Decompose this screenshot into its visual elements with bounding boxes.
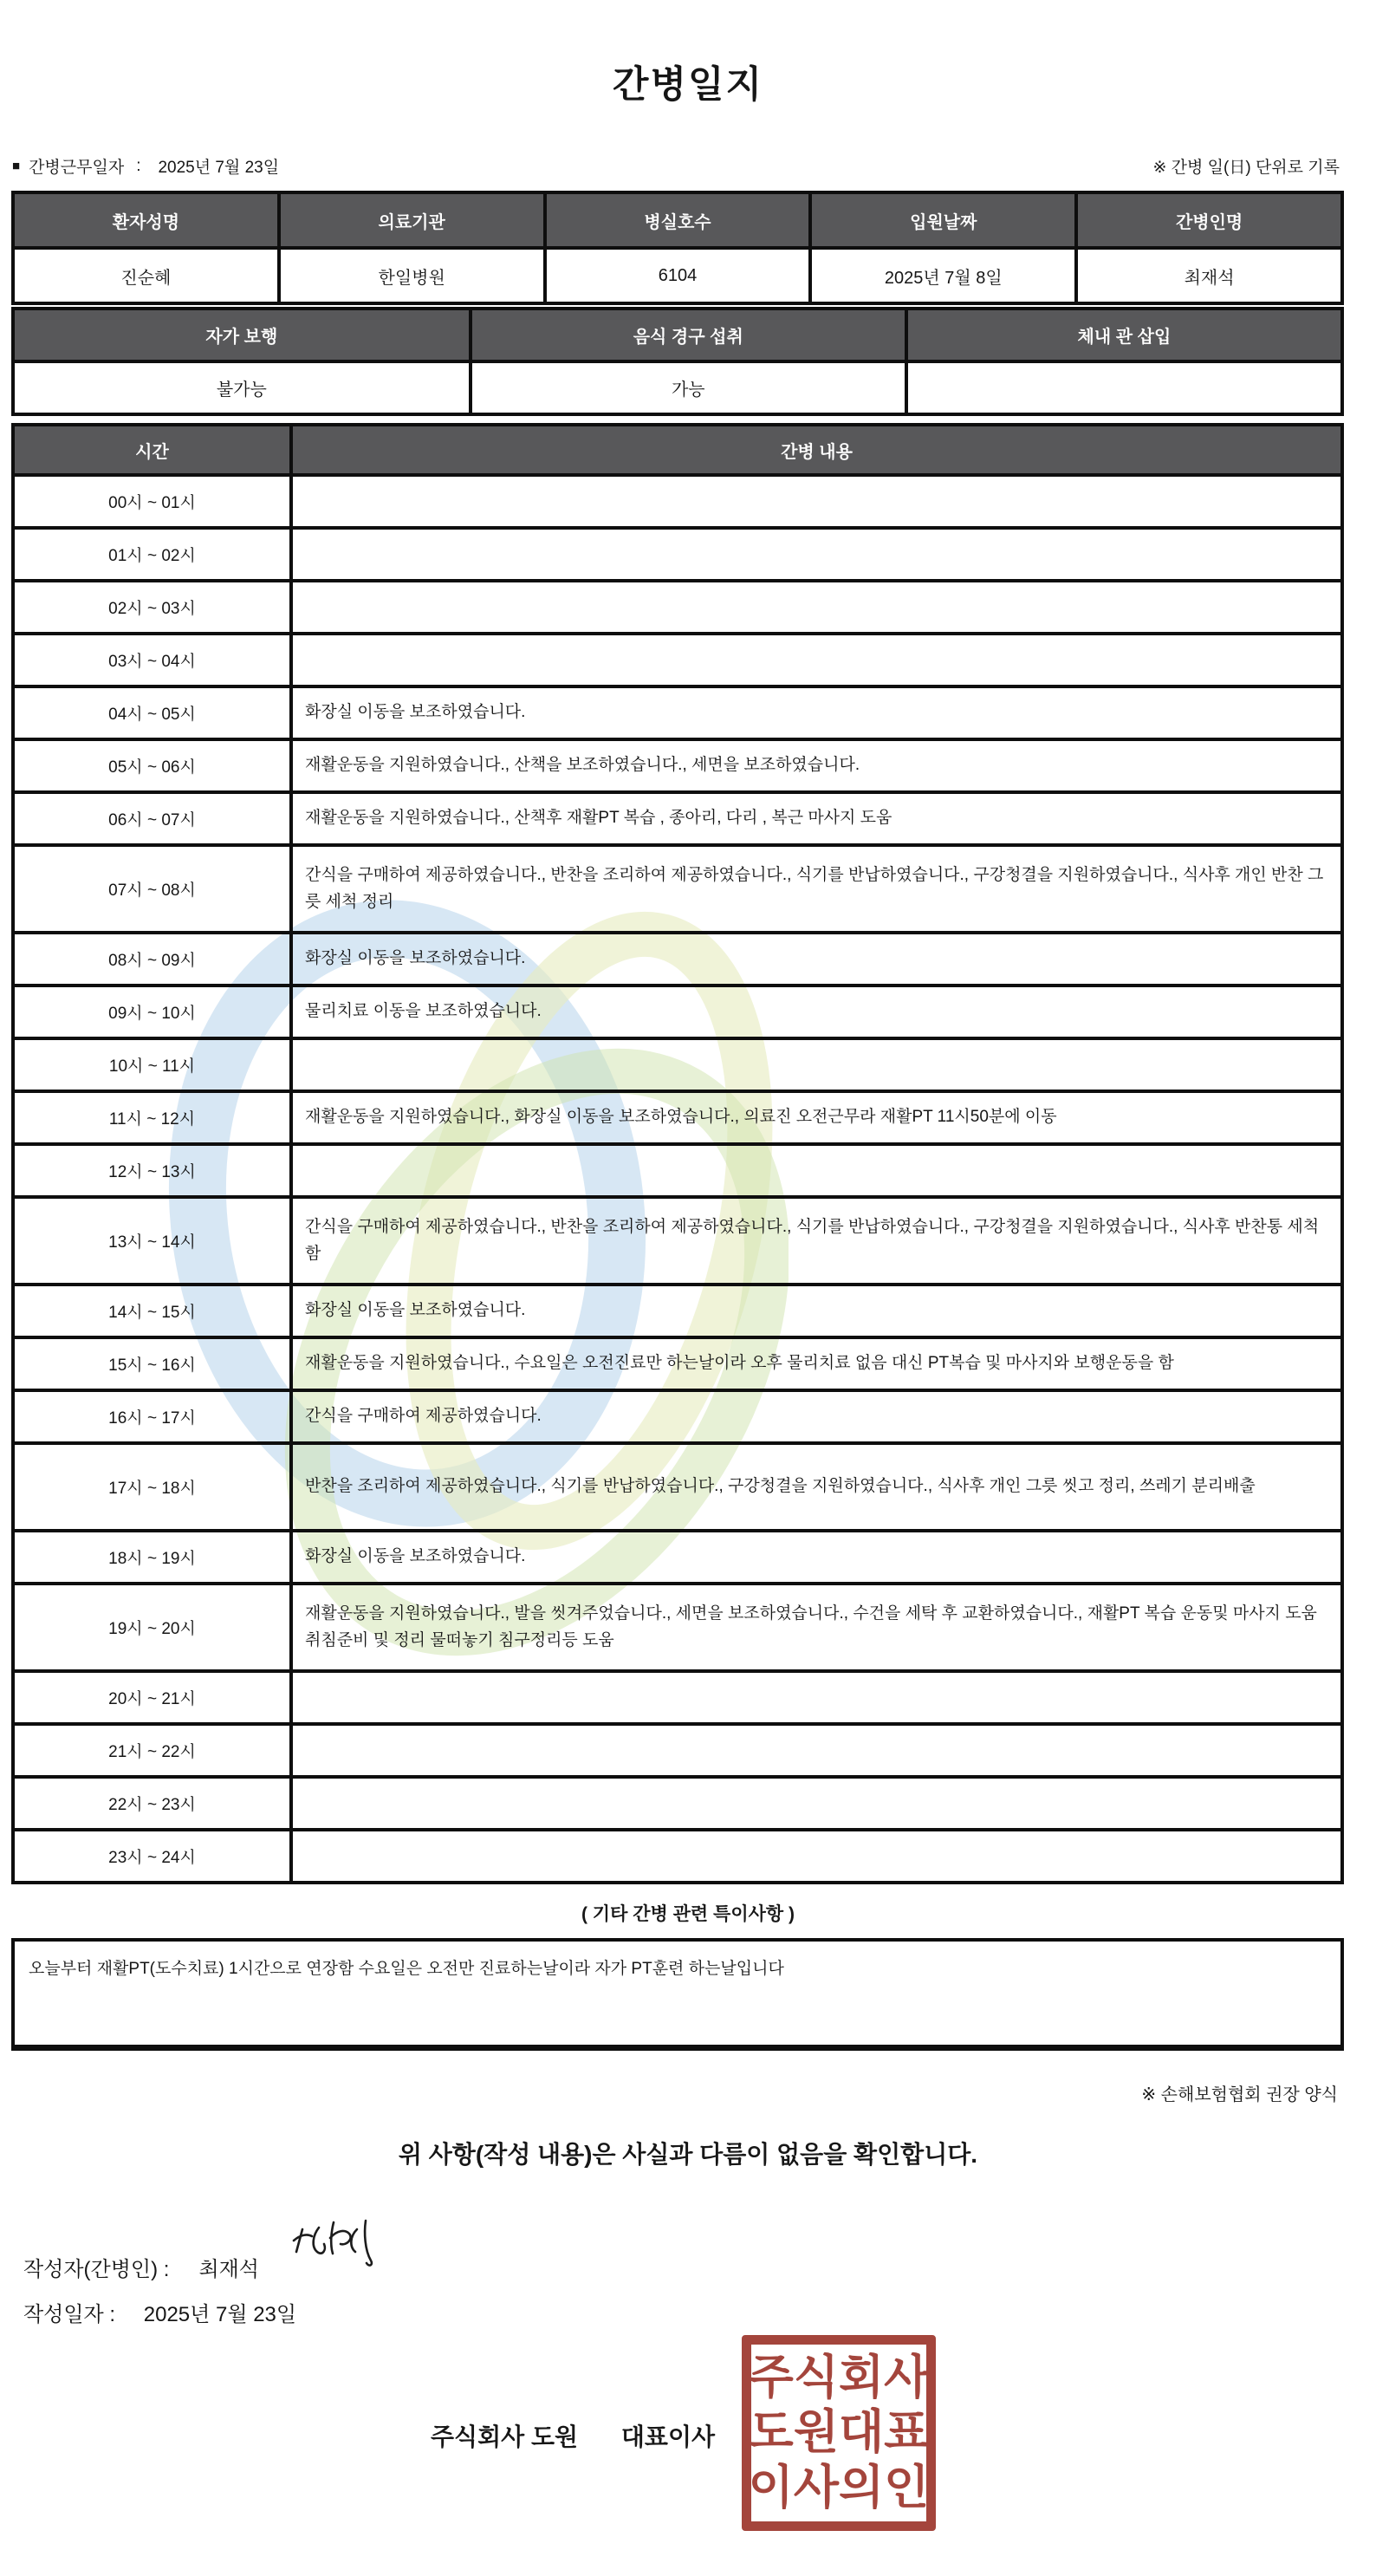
care-content: [291, 1144, 1342, 1197]
care-content: 간식을 구매하여 제공하였습니다., 반찬을 조리하여 제공하였습니다., 식기를 반납하였습니다., 구강청결을 지원하였습니다., 식사후 개인 반찬 그릇 세척 정리: [291, 845, 1342, 933]
care-time: 15시 ~ 16시: [13, 1337, 291, 1390]
care-time: 07시 ~ 08시: [13, 845, 291, 933]
care-content: 재활운동을 지원하였습니다., 산책후 재활PT 복습 , 종아리, 다리 , 복근 마사지 도움: [291, 792, 1342, 845]
value-patient-name: 진순혜: [13, 248, 279, 303]
work-date-line: [12, 154, 279, 178]
care-row: [13, 1038, 1342, 1091]
header-patient-name: 환자성명: [13, 192, 279, 248]
value-admission-date: 2025년 7월 8일: [810, 248, 1076, 303]
care-content: [291, 1038, 1342, 1091]
care-time: 11시 ~ 12시: [13, 1091, 291, 1144]
header-internal-tube: 체내 관 삽입: [906, 309, 1342, 361]
care-content: [291, 475, 1342, 528]
care-row: [13, 1390, 1342, 1443]
condition-table-header-row: [13, 309, 1342, 361]
value-medical-institution: 한일병원: [279, 248, 545, 303]
condition-table: [11, 307, 1344, 416]
care-row: [13, 528, 1342, 581]
care-row: [13, 1830, 1342, 1883]
care-row: [13, 1285, 1342, 1337]
work-date-separator: :: [136, 156, 141, 175]
writer-label: 작성자(간병인) :: [23, 2257, 170, 2281]
care-row: [13, 739, 1342, 792]
care-row: [13, 1443, 1342, 1531]
care-content: 화장실 이동을 보조하였습니다.: [291, 1531, 1342, 1584]
patient-info-table: [11, 191, 1344, 305]
care-time: 21시 ~ 22시: [13, 1724, 291, 1777]
care-row: [13, 1724, 1342, 1777]
work-date-label: 간병근무일자: [29, 159, 125, 177]
care-time: 08시 ~ 09시: [13, 933, 291, 986]
care-row: [13, 1531, 1342, 1584]
written-date-line: [23, 2297, 296, 2327]
care-content: [291, 1671, 1342, 1724]
company-title: 대표이사: [620, 2423, 716, 2450]
page-title: 간병일지: [612, 64, 764, 106]
care-row: [13, 986, 1342, 1038]
header-caregiver-name: 간병인명: [1076, 192, 1342, 248]
care-content: 재활운동을 지원하였습니다., 화장실 이동을 보조하였습니다., 의료진 오전근무라 재활PT 11시50분에 이동: [291, 1091, 1342, 1144]
care-content: 화장실 이동을 보조하였습니다.: [291, 933, 1342, 986]
care-content: [291, 634, 1342, 686]
written-date-value: 2025년 7월 23일: [143, 2303, 297, 2326]
patient-table-header-row: [13, 192, 1342, 248]
care-content: [291, 1830, 1342, 1883]
special-notes-box: [11, 1938, 1344, 2051]
care-row: [13, 792, 1342, 845]
care-time: 19시 ~ 20시: [13, 1584, 291, 1671]
meta-row: [12, 154, 1340, 178]
care-content: [291, 528, 1342, 581]
care-time: 03시 ~ 04시: [13, 634, 291, 686]
care-content: 재활운동을 지원하였습니다., 산책을 보조하였습니다., 세면을 보조하였습니다.: [291, 739, 1342, 792]
header-self-walking: 자가 보행: [13, 309, 471, 361]
company-line: [431, 2418, 715, 2453]
header-care-content: 간병 내용: [291, 425, 1342, 475]
stamp-row: 이사의인: [748, 2461, 930, 2514]
care-time: 02시 ~ 03시: [13, 581, 291, 634]
care-row: [13, 1337, 1342, 1390]
care-row: [13, 686, 1342, 739]
handwritten-signature: [283, 2217, 386, 2292]
care-row: [13, 933, 1342, 986]
stamp-row: 주식회사: [748, 2352, 930, 2404]
care-content: 재활운동을 지원하였습니다., 발을 씻겨주었습니다., 세면을 보조하였습니다., 수건을 세탁 후 교환하였습니다., 재활PT 복습 운동및 마사지 도움 취침준비 및 정리 물떠놓기 침구정리등 도움: [291, 1584, 1342, 1671]
header-admission-date: 입원날짜: [810, 192, 1076, 248]
header-oral-intake: 음식 경구 섭취: [471, 309, 906, 361]
recommended-form-note: ※ 손해보험협회 권장 양식: [1141, 2085, 1338, 2104]
care-content: 간식을 구매하여 제공하였습니다.: [291, 1390, 1342, 1443]
care-time: 01시 ~ 02시: [13, 528, 291, 581]
care-time: 04시 ~ 05시: [13, 686, 291, 739]
care-table-header-row: [13, 425, 1342, 475]
care-row: [13, 1091, 1342, 1144]
stamp-row: 도원대표: [748, 2406, 930, 2459]
care-log-table: [11, 423, 1344, 1884]
written-date-label: 작성일자 :: [23, 2303, 116, 2326]
care-time: 10시 ~ 11시: [13, 1038, 291, 1091]
care-row: [13, 1144, 1342, 1197]
confirmation-statement: 위 사항(작성 내용)은 사실과 다름이 없음을 확인합니다.: [398, 2141, 978, 2168]
work-date-value: 2025년 7월 23일: [158, 159, 280, 177]
care-time: 14시 ~ 15시: [13, 1285, 291, 1337]
header-room-number: 병실호수: [545, 192, 811, 248]
care-time: 09시 ~ 10시: [13, 986, 291, 1038]
special-notes-body: 오늘부터 재활PT(도수치료) 1시간으로 연장함 수요일은 오전만 진료하는날이라 자가 PT훈련 하는날입니다: [29, 1960, 784, 1978]
care-row: [13, 845, 1342, 933]
care-time: 20시 ~ 21시: [13, 1671, 291, 1724]
care-row: [13, 1584, 1342, 1671]
value-oral-intake: 가능: [471, 361, 906, 414]
care-content: 재활운동을 지원하였습니다., 수요일은 오전진료만 하는날이라 오후 물리치료 없음 대신 PT복습 및 마사지와 보행운동을 함: [291, 1337, 1342, 1390]
company-name: 주식회사 도원: [431, 2423, 579, 2450]
care-content: 반찬을 조리하여 제공하였습니다., 식기를 반납하였습니다., 구강청결을 지원하였습니다., 식사후 개인 그릇 씻고 정리, 쓰레기 분리배출: [291, 1443, 1342, 1531]
header-time: 시간: [13, 425, 291, 475]
care-content: [291, 1777, 1342, 1830]
writer-line: [23, 2229, 386, 2304]
care-row: [13, 1671, 1342, 1724]
value-caregiver-name: 최재석: [1076, 248, 1342, 303]
company-seal-stamp: [742, 2335, 936, 2531]
care-content: 화장실 이동을 보조하였습니다.: [291, 1285, 1342, 1337]
care-time: 12시 ~ 13시: [13, 1144, 291, 1197]
care-time: 06시 ~ 07시: [13, 792, 291, 845]
value-room-number: 6104: [545, 248, 811, 303]
care-row: [13, 1197, 1342, 1285]
care-content: 화장실 이동을 보조하였습니다.: [291, 686, 1342, 739]
care-time: 22시 ~ 23시: [13, 1777, 291, 1830]
care-row: [13, 1777, 1342, 1830]
unit-note: ※ 간병 일(日) 단위로 기록: [1152, 159, 1340, 177]
value-internal-tube: [906, 361, 1342, 414]
care-content: 물리치료 이동을 보조하였습니다.: [291, 986, 1342, 1038]
care-time: 16시 ~ 17시: [13, 1390, 291, 1443]
care-content: [291, 1724, 1342, 1777]
care-time: 05시 ~ 06시: [13, 739, 291, 792]
value-self-walking: 불가능: [13, 361, 471, 414]
bullet-square-icon: ■: [12, 159, 21, 173]
condition-table-value-row: [13, 361, 1342, 414]
care-time: 17시 ~ 18시: [13, 1443, 291, 1531]
special-notes-heading: ( 기타 간병 관련 특이사항 ): [581, 1904, 795, 1924]
care-time: 00시 ~ 01시: [13, 475, 291, 528]
care-time: 18시 ~ 19시: [13, 1531, 291, 1584]
care-content: [291, 581, 1342, 634]
header-medical-institution: 의료기관: [279, 192, 545, 248]
care-row: [13, 475, 1342, 528]
care-row: [13, 634, 1342, 686]
care-row: [13, 581, 1342, 634]
care-time: 23시 ~ 24시: [13, 1830, 291, 1883]
patient-table-value-row: [13, 248, 1342, 303]
writer-name: 최재석: [198, 2257, 259, 2281]
care-content: 간식을 구매하여 제공하였습니다., 반찬을 조리하여 제공하였습니다., 식기를 반납하였습니다., 구강청결을 지원하였습니다., 식사후 반찬통 세척함: [291, 1197, 1342, 1285]
care-time: 13시 ~ 14시: [13, 1197, 291, 1285]
